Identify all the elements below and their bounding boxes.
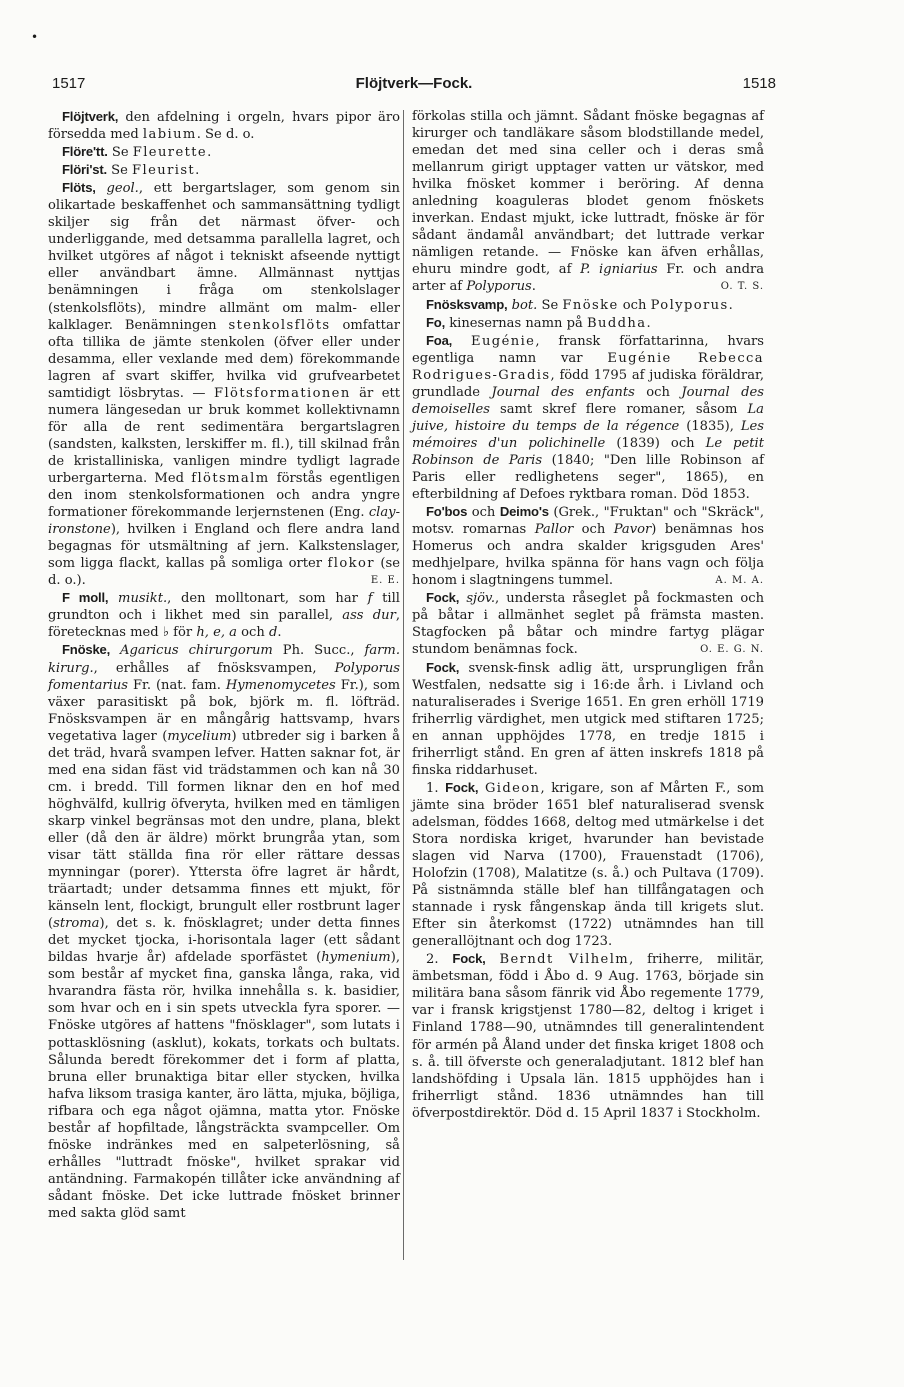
- author-signature: O. E. G. N.: [700, 644, 764, 656]
- left-column: [48, 108, 400, 1222]
- entry-headword: Flöri'st.: [62, 162, 107, 178]
- author-signature: E. E.: [370, 575, 400, 587]
- entry-paragraph: Flöts, geol., ett bergartslager, som genom sin olikartade beskaffenhet och sammansättning tydligt skiljer sig från det närmast öfver- och underliggande, med detsamma parallella lagret, och hvilket utgöres af något i tekniskt afseende nyttigt eller användbart ämne. Allmännast nyttjas benämningen i fråga om stenkolslager (stenkolsflöts), mindre allmänt om malm- eller kalklager. Benämningen stenkolsflöts omfattar ofta tillika de jämte stenkolen (öfver eller under desamma, eller vexlande med dem) förekommande lagren af svart skiffer, hvilka vid grufvearbetet samtidigt lösbrytas. — Flötsformationen är ett numera längesedan ur bruk kommet kollektivnamn för alla de rent sedimentära bergartslagren (sandsten, kalksten, lerskiffer m. fl.), till skilnad från de kristalliniska, vanligen mindre tydligt lagrade urbergarterna. Med flötsmalm förstås egentligen den inom stenkolsformationen och andra yngre formationer förekommande lerjernstenen (Eng. clay-ironstone), hvilken i England och flere andra land begagnas för utsmältning af jern. Kalkstenslager, som ligga flackt, kallas på somliga orter flokor (se d. o.). E. E.: [48, 180, 401, 589]
- entry-headword: Foa,: [426, 332, 453, 348]
- entry-headword: Fnöske,: [62, 642, 111, 658]
- entry-paragraph: F moll, musikt., den molltonart, som har f till grundton och i likhet med sin parallel, ass dur, företecknas med ♭ för h, e, a och d.: [48, 590, 401, 641]
- entry-paragraph: Fock, svensk-finsk adlig ätt, ursprungligen från Westfalen, nedsatte sig i 16:de årh. i Livland och naturaliserades i Sverige 1651. En gren erhöll 1719 friherrlig värdighet, men utgick med stiftaren 1725; en annan upphöjdes 1778, en tredje 1815 i friherrligt stånd. En gren af ätten inskrefs 1818 på finska riddarhuset.: [412, 659, 764, 778]
- entry-paragraph: Fo'bos och Deimo's (Grek., "Fruktan" och "Skräck", motsv. romarnas Pallor och Pavor) benämnas hos Homerus och andra skalder krigsguden Ares' medhjelpare, hvilka spänna för hans vagn och följa honom i slagtningens tummel. A. M. A.: [412, 504, 764, 589]
- margin-mark: •: [31, 30, 39, 44]
- page-number-right: 1518: [742, 75, 776, 92]
- entry-paragraph: Flöri'st. Se Fleurist.: [62, 162, 200, 179]
- entry-paragraph: Fnöske, Agaricus chirurgorum Ph. Succ., farm. kirurg., erhålles af fnösksvampen, Polyporus fomentarius Fr. (nat. fam. Hymenomycetes Fr.), som växer parasitiskt på bok, björk m. fl. löfträd. Fnösksvampen är en mångårig hattsvamp, hvars vegetativa lager (mycelium) utbreder sig i barken å det träd, hvarå svampen lefver. Hatten saknar fot, är med ena sidan fäst vid trädstammen och kan nå 30 cm. i bredd. Till formen liknar den en hof med höghvälfd, kullrig öfveryta, hvilken med en tämligen skarp vinkel begränsas mot den undre, plana, blekt eller (då den är äldre) mörkt brungråa ytan, som visar tätt ställda fina rör eller rättare dessas mynningar (porer). Yttersta öfre lagret är hårdt, träartadt; under detsamma finnes ett mjukt, för känseln lent, flockigt, brungult eller rostbrunt lager (stroma), det s. k. fnösklagret; under detta finnes det mycket tjocka, i-horisontala lager (ett sådant bildas hvarje år) afdelade sporfästet (hymenium), som består af mycket fina, ganska långa, raka, vid hvarandra fästa rör, hvilka innehålla s. k. basidier, som hvar och en i sin spets utveckla fyra sporer. — Fnöske utgöres af hattens "fnösklager", som lutats i pottasklösning (asklut), kokats, torkats och bultats. Sålunda beredt förekommer det i form af platta, bruna eller brunaktiga bitar eller stycken, hvilka hafva liksom trasiga kanter, äro lätta, mjuka, böjliga, rifbara och ega något ojämna, matta ytor. Fnöske består af hopfiltade, långsträckta svampceller. Om fnöske indränkes med en salpeterlösning, så erhålles "luttradt fnöske", hvilket sprakar vid antändning. Farmakopén tillåter icke användning af sådant fnöske. Det icke luttrade fnösket brinner med sakta glöd samt: [48, 642, 400, 1221]
- entry-headword: Flöjtverk,: [62, 109, 119, 124]
- entry-headword: Fock,: [452, 951, 486, 967]
- right-column: [412, 108, 764, 1122]
- entry-paragraph: Fock, sjöv., understa råseglet på fockmasten och på båtar i allmänhet seglet på främsta masten. Stagfocken på båtar och mindre fartyg plägar stundom benämnas fock. O. E. G. N.: [412, 590, 764, 658]
- entry-paragraph: Flöre'tt. Se Fleurette.: [62, 144, 212, 161]
- entry-headword: Fock,: [426, 590, 460, 606]
- column-divider: [403, 110, 404, 1260]
- running-title: Flöjtverk—Fock.: [355, 75, 473, 92]
- entry-paragraph: Fo, kinesernas namn på Buddha.: [426, 314, 651, 331]
- entry-paragraph: Foa, Eugénie, fransk författarinna, hvars egentliga namn var Eugénie Rebecca Rodrigues-Gradis, född 1795 af judiska föräldrar, grundlade Journal des enfants och Journal des demoiselles samt skref flere romaner, såsom La juive, histoire du temps de la régence (1835), Les mémoires d'un polichinelle (1839) och Le petit Robinson de Paris (1840; "Den lille Robinson af Paris eller redlighetens seger", 1865), en efterbildning af Defoes ryktbara roman. Död 1853.: [412, 332, 765, 503]
- entry-paragraph: Flöjtverk, den afdelning i orgeln, hvars pipor äro försedda med labium. Se d. o.: [48, 109, 400, 143]
- entry-headword: Fo'bos: [426, 504, 468, 520]
- entry-paragraph: 1. Fock, Gideon, krigare, son af Mårten F., som jämte sina bröder 1651 blef naturaliserad svensk adelsman, föddes 1668, deltog med utmärkelse i det Stora nordiska kriget, hvarunder han bevistade slagen vid Narva (1700), Frauenstadt (1706), Holofzin (1708), Malatitze (s. å.) och Pultava (1709). På sistnämnda ställe blef han tillfångatagen och stannade i rysk fångenskap ända till krigets slut. Efter sin återkomst (1722) utnämndes han till generallöjtnant och dog 1723.: [412, 779, 764, 950]
- entry-headword: Fo,: [426, 314, 446, 330]
- entry-headword: Fock,: [426, 659, 460, 675]
- entry-headword: Flöts,: [62, 180, 96, 196]
- entry-paragraph: 2. Fock, Berndt Vilhelm, friherre, militär, ämbetsman, född i Åbo d. 9 Aug. 1763, började sin militära bana såsom fänrik vid Åbo regemente 1779, var i fransk krigstjenst 1780—82, deltog i kriget i Finland 1788—90, utnämndes till generalintendent för armén på Åland under det finska kriget 1808 och s. å. till öfverste och generaladjutant. 1812 blef han landshöfding i Upsala län. 1815 upphöjdes han i friherrligt stånd. 1836 utnämndes han till öfverpostdirektör. Död d. 15 April 1837 i Stockholm.: [412, 951, 765, 1121]
- entry-paragraph: Fnösksvamp, bot. Se Fnöske och Polyporus.: [426, 296, 733, 313]
- entry-paragraph: förkolas stilla och jämnt. Sådant fnöske begagnas af kirurger och tandläkare såsom blodstillande medel, emedan det med sina celler och i deras små mellanrum girigt upptager vatten ur vätskor, med hvilka fnösket kommer i beröring. Af denna anledning koaguleras blodet genom fnöskets inverkan. Endast mjukt, icke luttradt, fnöske är för sådant ändamål användbart; det luttrade verkar nämligen retande. — Fnöske kan äfven erhållas, ehuru mindre godt, af P. igniarius Fr. och andra arter af Polyporus. O. T. S.: [412, 109, 765, 295]
- page-number-left: 1517: [52, 75, 86, 92]
- author-signature: A. M. A.: [715, 575, 764, 587]
- entry-headword: Flöre'tt.: [62, 144, 108, 160]
- author-signature: O. T. S.: [720, 281, 764, 293]
- entry-headword: Deimo's: [499, 504, 549, 520]
- entry-headword: F moll,: [62, 590, 109, 606]
- page-header: [52, 75, 776, 97]
- entry-headword: Fock,: [445, 779, 479, 795]
- entry-headword: Fnösksvamp,: [426, 296, 508, 312]
